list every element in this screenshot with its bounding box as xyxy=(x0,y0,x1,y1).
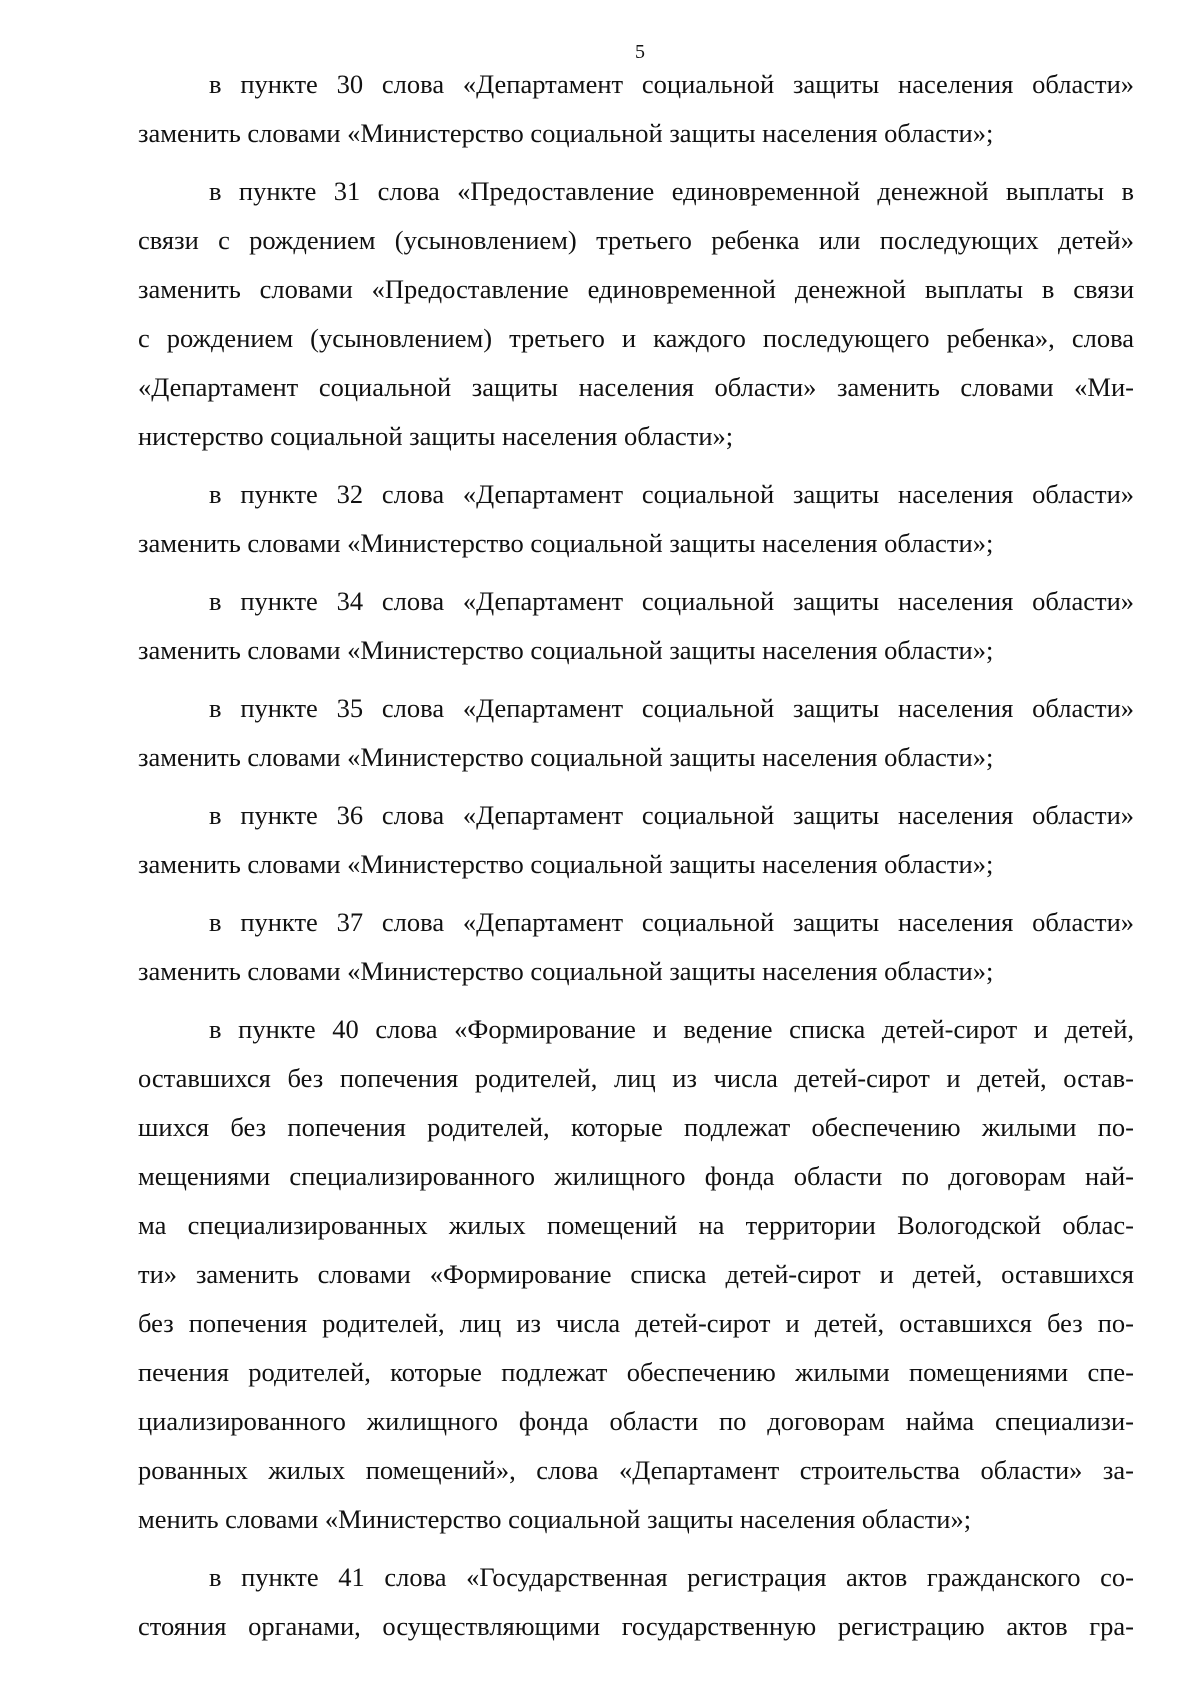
text-line: в пункте 34 слова «Департамент социальной защиты населения области» xyxy=(209,586,1134,616)
text-line: заменить словами «Предоставление единовременной денежной выплаты в связи xyxy=(138,274,1134,304)
paragraph xyxy=(138,60,1134,158)
text-line: в пункте 37 слова «Департамент социальной защиты населения области» xyxy=(209,907,1134,937)
text-line: оставшихся без попечения родителей, лиц из числа детей-сирот и детей, остав- xyxy=(138,1063,1134,1093)
paragraph xyxy=(138,167,1134,461)
text-line: заменить словами «Министерство социальной защиты населения области»; xyxy=(138,528,994,558)
text-line: рованных жилых помещений», слова «Департамент строительства области» за- xyxy=(138,1455,1134,1485)
text-line: в пункте 35 слова «Департамент социальной защиты населения области» xyxy=(209,693,1134,723)
page-number: 5 xyxy=(635,41,645,63)
paragraph xyxy=(138,684,1134,782)
text-line: стояния органами, осуществляющими государственную регистрацию актов гра- xyxy=(138,1611,1134,1641)
text-line: в пункте 40 слова «Формирование и ведение списка детей-сирот и детей, xyxy=(209,1014,1134,1044)
text-line: ти» заменить словами «Формирование списка детей-сирот и детей, оставшихся xyxy=(138,1259,1134,1289)
text-line: в пункте 41 слова «Государственная регистрация актов гражданского со- xyxy=(209,1562,1134,1592)
text-line: менить словами «Министерство социальной защиты населения области»; xyxy=(138,1504,972,1534)
text-line: заменить словами «Министерство социальной защиты населения области»; xyxy=(138,118,994,148)
paragraph xyxy=(138,1553,1134,1651)
text-line: в пункте 36 слова «Департамент социальной защиты населения области» xyxy=(209,800,1134,830)
paragraph xyxy=(138,791,1134,889)
paragraph xyxy=(138,1005,1134,1544)
text-line: без попечения родителей, лиц из числа детей-сирот и детей, оставшихся без по- xyxy=(138,1308,1134,1338)
text-line: мещениями специализированного жилищного фонда области по договорам най- xyxy=(138,1161,1134,1191)
text-line: заменить словами «Министерство социальной защиты населения области»; xyxy=(138,635,994,665)
text-line: заменить словами «Министерство социальной защиты населения области»; xyxy=(138,956,994,986)
text-line: в пункте 32 слова «Департамент социальной защиты населения области» xyxy=(209,479,1134,509)
text-line: шихся без попечения родителей, которые подлежат обеспечению жилыми по- xyxy=(138,1112,1134,1142)
text-line: нистерство социальной защиты населения области»; xyxy=(138,421,734,451)
paragraph xyxy=(138,470,1134,568)
text-line: «Департамент социальной защиты населения области» заменить словами «Ми- xyxy=(138,372,1134,402)
text-line: в пункте 30 слова «Департамент социальной защиты населения области» xyxy=(209,69,1134,99)
document-body xyxy=(138,60,1134,1660)
paragraph xyxy=(138,577,1134,675)
text-line: заменить словами «Министерство социальной защиты населения области»; xyxy=(138,742,994,772)
text-line: в пункте 31 слова «Предоставление единовременной денежной выплаты в xyxy=(209,176,1134,206)
text-line: печения родителей, которые подлежат обеспечению жилыми помещениями спе- xyxy=(138,1357,1134,1387)
paragraph xyxy=(138,898,1134,996)
text-line: циализированного жилищного фонда области по договорам найма специализи- xyxy=(138,1406,1134,1436)
text-line: ма специализированных жилых помещений на территории Вологодской облас- xyxy=(138,1210,1134,1240)
text-line: заменить словами «Министерство социальной защиты населения области»; xyxy=(138,849,994,879)
text-line: связи с рождением (усыновлением) третьего ребенка или последующих детей» xyxy=(138,225,1134,255)
text-line: с рождением (усыновлением) третьего и каждого последующего ребенка», слова xyxy=(138,323,1134,353)
